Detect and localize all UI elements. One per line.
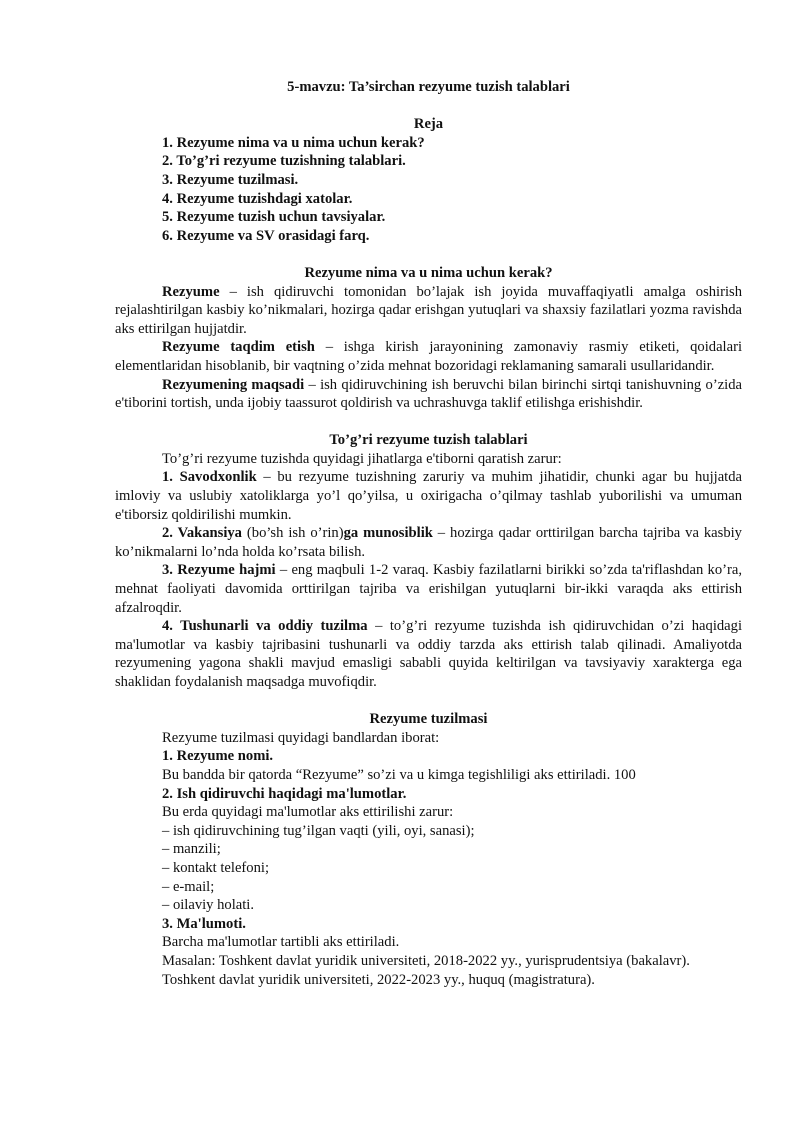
list-item: – kontakt telefoni;: [162, 859, 269, 876]
structure-item-text: Bu erda quyidagi ma'lumotlar aks ettirilishi zarur:: [162, 804, 454, 821]
plan-item: 6. Rezyume va SV orasidagi farq.: [162, 227, 370, 244]
term: 4. Tushunarli va oddiy tuzilma: [162, 618, 368, 635]
definition-text: – ish qidiruvchi tomonidan bo’lajak ish joyida muvaffaqiyatli amalga oshirish rejalashtirilgan kasbiy ko’nikmalari, hozirga qadar erishgan yutuqlari va shaxsiy fazilatlari yozma ravishda aks ettirilgan hujjatdir.: [115, 283, 742, 337]
document-title: 5-mavzu: Ta’sirchan rezyume tuzish talablari: [287, 79, 570, 95]
structure-intro: Rezyume tuzilmasi quyidagi bandlardan iborat:: [162, 729, 440, 746]
requirement-text: – bu rezyume tuzishning zaruriy va muhim jihatidir, chunki agar bu hujjatda imloviy va uslubiy xatoliklarga yo’l qo’yilsa, u oxirigacha o’qilmay tashlab yuborilishi va umuman e'tiborsiz qoldirilishi mumkin.: [115, 469, 743, 523]
structure-item-text: Barcha ma'lumotlar tartibli aks ettiriladi.: [162, 934, 400, 951]
plan-item: 3. Rezyume tuzilmasi.: [162, 171, 299, 188]
example-text: Toshkent davlat yuridik universiteti, 2022-2023 yy., huquq (magistratura).: [162, 971, 595, 988]
structure-item-heading: 2. Ish qidiruvchi haqidagi ma'lumotlar.: [162, 785, 407, 802]
plan-list: [115, 134, 742, 246]
structure-item-text: Bu bandda bir qatorda “Rezyume” so’zi va u kimga tegishliligi aks ettiriladi. 100: [162, 766, 636, 783]
plan-item: 5. Rezyume tuzish uchun tavsiyalar.: [162, 209, 386, 226]
section-heading-what-is-resume: Rezyume nima va u nima uchun kerak?: [304, 264, 553, 281]
plan-item: 2. To’g’ri rezyume tuzishning talablari.: [162, 153, 406, 170]
requirements-intro: To’g’ri rezyume tuzishda quyidagi jihatlarga e'tiborni qaratish zarur:: [162, 450, 562, 467]
definition-text: – ish qidiruvchining ish beruvchi bilan birinchi sirtqi tanishuvning o’zida e'tiborini tortish, unda ijobiy taassurot qoldirish va uchrashuvga taklif etilishga erishishdir.: [115, 376, 742, 412]
term: Rezyume: [162, 283, 220, 300]
requirement-text: – to’g’ri rezyume tuzishda ish qidiruvchidan o’zi haqidagi ma'lumotlar va kasbiy tajribasini tushunarli va oddiy tarzda aks ettirish talab qilinadi. Amaliyotda rezyumening yagona shakli mavjud emasligi sababli quyida keltirilgan va tavsiyaviy xarakterga ega shaklidan foydalanish maqsadga muvofiqdir.: [115, 618, 742, 690]
definition-text: – ishga kirish jarayonining zamonaviy rasmiy etiketi, qoidalari elementlaridan hisoblanib, bir vaqtning o’zida mehnat bozoridagi reklamaning samarali usullaridandir.: [115, 339, 742, 374]
plan-item: 4. Rezyume tuzishdagi xatolar.: [162, 190, 353, 207]
structure-item-heading: 3. Ma'lumoti.: [162, 915, 246, 932]
requirement-vacancy: [115, 524, 742, 561]
document-body: [115, 78, 742, 989]
section-heading-structure: Rezyume tuzilmasi: [369, 711, 488, 728]
requirement-note: (bo’sh ish o’rin): [241, 525, 344, 542]
paragraph-resume-submission: [115, 338, 742, 375]
plan-item: 1. Rezyume nima va u nima uchun kerak?: [162, 134, 425, 151]
requirement-text: – eng maqbuli 1-2 varaq. Kasbiy fazilatlarni birikki so’zda ta'riflashdan ko’ra, mehnat faoliyati davomida orttirilgan tajriba va erishilgan yutuqlarni bir-ikki varaqda aks ettirish afzalroqdir.: [115, 562, 742, 616]
requirement-literacy: [115, 468, 742, 524]
example-text: Masalan: Toshkent davlat yuridik universiteti, 2018-2022 yy., yurisprudentsiya (bakalavr).: [162, 952, 690, 969]
requirement-text: – hozirga qadar orttirilgan barcha tajriba va kasbiy ko’nikmalarni lo’nda holda ko’rsata bilish.: [115, 525, 742, 560]
plan-heading: Reja: [413, 116, 444, 133]
list-item: – ish qidiruvchining tug’ilgan vaqti (yili, oyi, sanasi);: [162, 822, 475, 839]
requirement-volume: [115, 561, 742, 617]
term: Rezyume taqdim etish: [162, 339, 315, 356]
structure-item-heading: 1. Rezyume nomi.: [162, 748, 274, 765]
list-item: – manzili;: [162, 841, 221, 858]
section-heading-requirements: To’g’ri rezyume tuzish talablari: [329, 432, 528, 449]
term: Rezyumening maqsadi: [162, 376, 305, 393]
requirement-structure: [115, 617, 742, 691]
term: 1. Savodxonlik: [162, 469, 257, 486]
paragraph-resume-definition: [115, 283, 742, 339]
term: 2. Vakansiya: [162, 525, 242, 542]
list-item: – oilaviy holati.: [162, 897, 255, 914]
paragraph-resume-purpose: [115, 376, 742, 413]
term: ga munosiblik: [343, 525, 433, 542]
list-item: – e-mail;: [162, 878, 215, 895]
term: 3. Rezyume hajmi: [162, 562, 276, 579]
